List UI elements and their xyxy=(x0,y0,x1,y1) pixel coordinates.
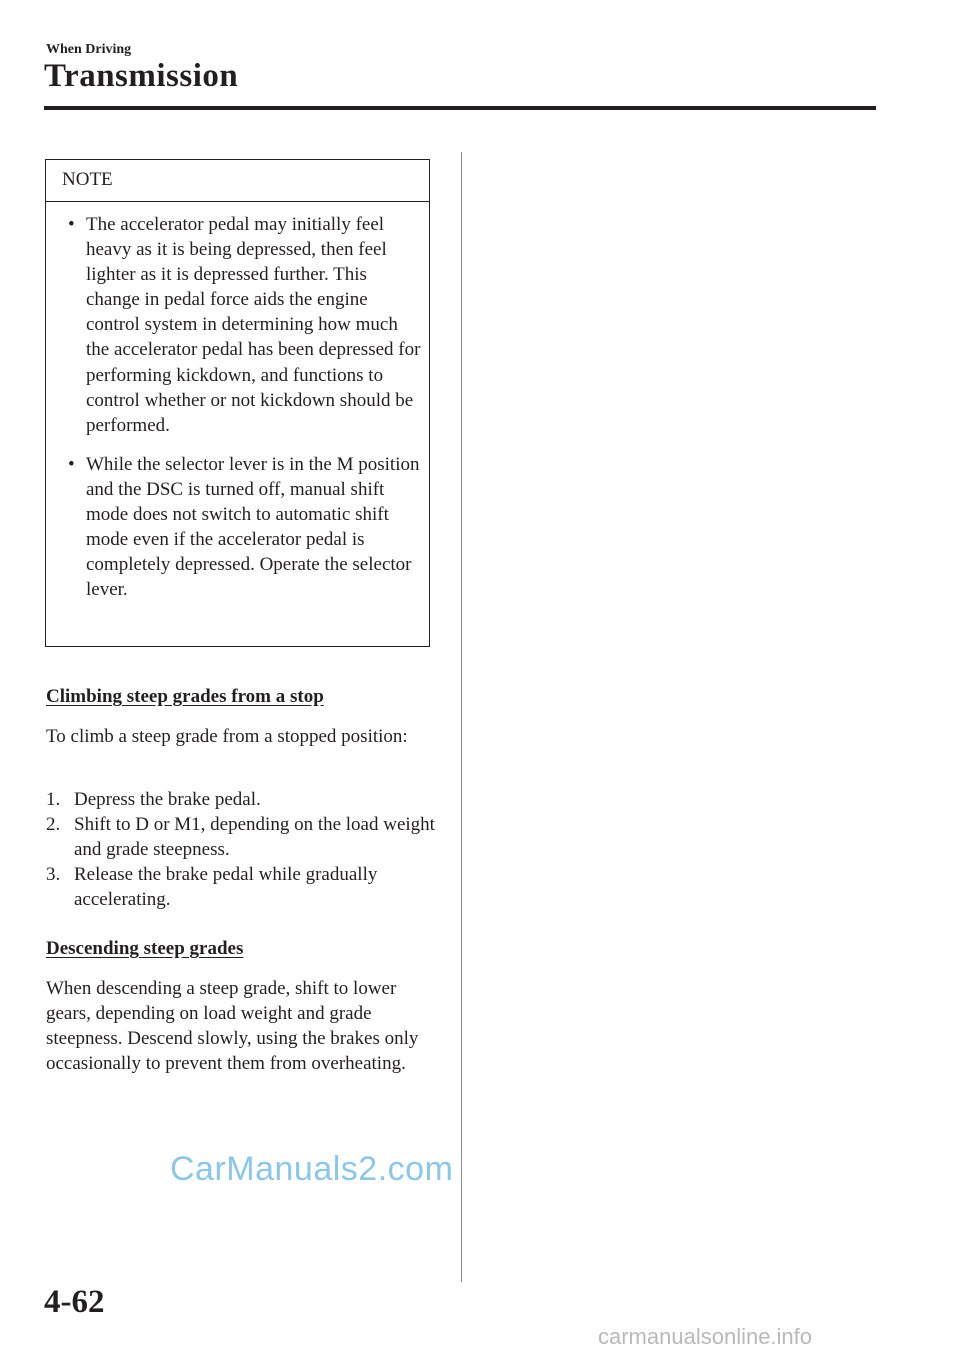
section-label: When Driving xyxy=(46,42,132,57)
note-item xyxy=(46,212,429,438)
note-list xyxy=(46,212,429,616)
step-number: 2. xyxy=(46,814,61,835)
bullet-icon: • xyxy=(68,214,75,235)
note-item xyxy=(46,452,429,603)
climbing-steps xyxy=(46,787,438,912)
bullet-icon: • xyxy=(68,453,75,475)
step-text: Shift to D or M1, depending on the load weight and grade steepness. xyxy=(74,814,435,860)
note-item-text: While the selector lever is in the M position and the DSC is turned off, manual shift mode does not switch to automatic shift mode even if the accelerator pedal is completely depressed. Operate the selector lever. xyxy=(86,453,420,601)
column-divider xyxy=(461,152,462,1282)
step-number: 3. xyxy=(46,864,61,885)
watermark: CarManuals2.com xyxy=(170,1150,454,1188)
note-box xyxy=(45,159,430,647)
page-number: 4-62 xyxy=(44,1284,105,1320)
climbing-heading: Climbing steep grades from a stop xyxy=(46,686,324,707)
footer-watermark: carmanualsonline.info xyxy=(598,1324,813,1349)
note-item-text: The accelerator pedal may initially feel heavy as it is being depressed, then feel lighter as it is depressed further. This change in pedal force aids the engine control system in determining how much the accelerator pedal has been depressed for performing kickdown, and functions to control whether or not kickdown should be performed. xyxy=(86,214,421,436)
step-item xyxy=(46,812,438,862)
step-text: Release the brake pedal while gradually accelerating. xyxy=(74,864,378,910)
step-item xyxy=(46,862,438,912)
chapter-title: Transmission xyxy=(44,58,239,94)
step-number: 1. xyxy=(46,789,61,810)
descending-body: When descending a steep grade, shift to lower gears, depending on load weight and grade steepness. Descend slowly, using the brakes only occasionally to prevent them from overheating. xyxy=(46,978,419,1074)
step-text: Depress the brake pedal. xyxy=(74,789,261,810)
note-header xyxy=(46,160,429,202)
descending-heading: Descending steep grades xyxy=(46,938,244,959)
climbing-intro: To climb a steep grade from a stopped position: xyxy=(46,726,408,747)
step-item xyxy=(46,787,438,812)
header-rule xyxy=(44,106,876,110)
note-title: NOTE xyxy=(62,169,113,190)
